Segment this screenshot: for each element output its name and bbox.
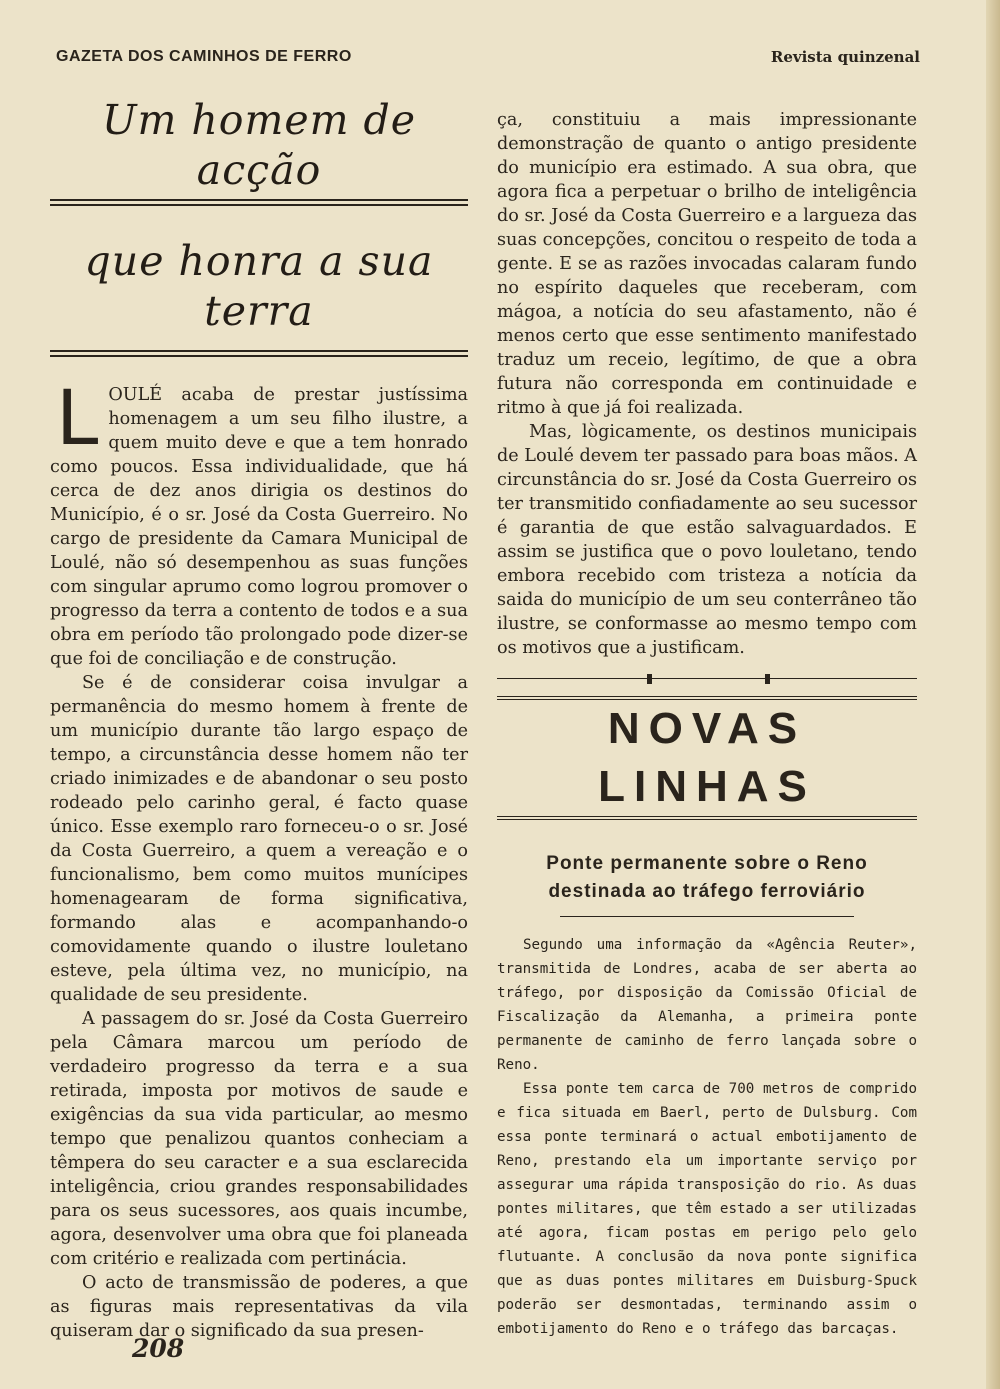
news-rule xyxy=(560,916,854,917)
news-headline-line-2: destinada ao tráfego ferroviário xyxy=(548,881,866,902)
section-title: NOVAS LINHAS xyxy=(497,696,917,820)
left-column xyxy=(50,95,468,1343)
news-paragraph: Essa ponte tem carca de 700 metros de comprido e fica situada em Baerl, perto de Dulsburg. Com essa ponte terminará o actual embotijamento de Reno, prestando ela um importante serviço por assegurar uma rápida transposição do rio. As duas pontes militares, que têm estado a ser utilizadas até agora, ficam postas em perigo pelo gelo flutuante. A conclusão da nova ponte significa que as duas pontes militares em Duisburg-Spuck poderão ser desmontadas, terminando assim o embotijamento do Reno e o tráfego das barcaças. xyxy=(497,1081,917,1337)
paragraph-text: OULÉ acaba de prestar justíssima homenagem a um seu filho ilustre, a quem muito deve e que a tem honrado como poucos. Essa individualidade, que há cerca de dez anos dirigia os destinos do Município, é o sr. José da Costa Guerreiro. No cargo de presidente da Camara Municipal de Loulé, não só desempenhou as suas funções com singular aprumo como logrou promover o progresso da terra a contento de todos e a sua obra em período tão prolongado pode dizer-se que foi de conciliação e de construção. xyxy=(50,385,468,669)
headline-rule xyxy=(50,199,468,206)
article-body-right xyxy=(497,108,917,660)
page-number: 208 xyxy=(132,1334,185,1363)
article-paragraph: ça, constituiu a mais impressionante demonstração de quanto o antigo presidente do município era estimado. A sua obra, que agora fica a perpetuar o brilho de inteligência do sr. José da Costa Guerreiro e a largueza das suas concepções, concitou o respeito de toda a gente. E se as razões invocadas calaram fundo no espírito daqueles que receberam, com mágoa, a notícia do seu afastamento, não é menos certo que esse sentimento manifestado traduz um receio, legítimo, de que a obra futura não corresponda em continuidade e ritmo à que já foi realizada. xyxy=(497,110,917,418)
article-paragraph xyxy=(50,373,468,671)
article-paragraph: Se é de considerar coisa invulgar a permanência do mesmo homem à frente de um município durante tão largo espaço de tempo, a circunstância desse homem não ter criado inimizades e de abandonar o seu posto rodeado pelo carinho geral, é facto quase único. Esse exemplo raro forneceu-o o sr. José da Costa Guerreiro, a quem a vereação e o funcionalismo, bem como muitos munícipes homenagearam de forma significativa, formando alas e acompanhando-o comovidamente quando o ilustre louletano esteve, pela última vez, no município, na qualidade de seu presidente. xyxy=(50,673,468,1005)
divider-ornament xyxy=(647,674,652,684)
journal-frequency: Revista quinzenal xyxy=(770,48,920,66)
news-paragraph: Segundo uma informação da «Agência Reuter», transmitida de Londres, acaba de ser aberta ao tráfego, por disposição da Comissão Oficial de Fiscalização da Alemanha, a primeira ponte permanente de caminho de ferro lançada sobre o Reno. xyxy=(497,937,917,1073)
page-edge xyxy=(986,0,1000,1389)
article-paragraph: O acto de transmissão de poderes, a que as figuras mais representativas da vila quiseram dar o significado da sua presen- xyxy=(50,1273,468,1341)
divider-ornament xyxy=(765,674,770,684)
section-divider xyxy=(497,672,917,686)
divider-line xyxy=(497,678,917,679)
drop-cap: L xyxy=(56,373,99,462)
article-paragraph: A passagem do sr. José da Costa Guerreiro pela Câmara marcou um período de verdadeiro progresso da terra e a sua retirada, imposta por motivos de saude e exigências da sua vida particular, ao mesmo tempo que penalizou quantos conheciam a têmpera do seu caracter e a sua esclarecida inteligência, criou grandes responsabilidades para os seus sucessores, aos quais incumbe, agora, desenvolver uma obra que foi planeada com critério e realizada com pertinácia. xyxy=(50,1009,468,1269)
running-header xyxy=(56,48,920,74)
right-column xyxy=(497,108,917,1341)
journal-title: GAZETA DOS CAMINHOS DE FERRO xyxy=(56,48,352,65)
article-paragraph: Mas, lògicamente, os destinos municipais de Loulé devem ter passado para boas mãos. A circunstância do sr. José da Costa Guerreiro os ter transmitido confiadamente ao seu sucessor é garantia de que estão salvaguardados. E assim se justifica que o povo louletano, tendo embora recebido com tristeza a notícia da saida do município de um seu conterrâneo tão ilustre, se conformasse ao mesmo tempo com os motivos que a justificam. xyxy=(497,422,917,658)
news-headline xyxy=(497,850,917,906)
article-headline-line-2: que honra a sua terra xyxy=(84,237,434,335)
news-headline-line-1: Ponte permanente sobre o Reno xyxy=(546,853,868,874)
article-headline-line-1: Um homem de acção xyxy=(101,96,417,194)
article-body-left xyxy=(50,373,468,1343)
news-body xyxy=(497,933,917,1341)
headline-rule xyxy=(50,350,468,357)
